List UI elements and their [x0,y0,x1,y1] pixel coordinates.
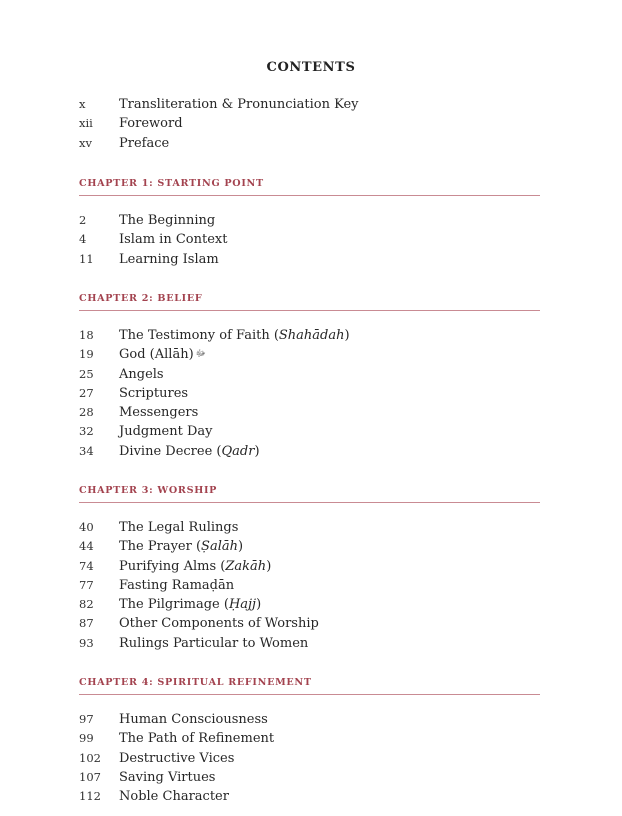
entry-title: Angels [119,366,164,382]
chapter-heading-text: CHAPTER 3: WORSHIP [79,485,218,496]
entry-title: The Testimony of Faith (Shahādah) [119,328,350,343]
chapter-divider [79,502,540,503]
entry-title: Preface [119,135,170,151]
chapter-entries [79,518,539,653]
toc-entry[interactable] [79,345,539,364]
page-number: 87 [79,616,94,631]
toc-entry[interactable] [79,557,539,576]
page-number: 11 [79,251,94,266]
chapter-heading [79,293,540,304]
chapter-heading-text: CHAPTER 4: SPIRITUAL REFINEMENT [79,677,312,688]
entry-title: Judgment Day [119,424,213,440]
entry-title: Noble Character [119,789,229,805]
toc-entry[interactable] [79,134,539,153]
toc-entry[interactable] [79,595,539,614]
chapter-entries [79,710,539,806]
toc-entry[interactable] [79,634,539,653]
toc-entry[interactable] [79,576,539,595]
transliterated-term: Zakāh [225,558,267,574]
chapter-divider [79,195,540,196]
toc-entry[interactable] [79,211,539,230]
chapter-entries [79,326,539,461]
entry-title: Messengers [119,405,199,421]
transliterated-term: Ṣalāh [201,539,238,555]
page-title: CONTENTS [266,60,356,75]
toc-entry[interactable] [79,384,539,403]
chapter-heading [79,485,540,496]
chapter-heading [79,677,540,688]
page-number: 102 [79,750,101,765]
page-number: 19 [79,347,94,362]
page-number: 40 [79,520,94,534]
toc-entry[interactable] [79,442,539,461]
page-number: x [79,97,86,111]
toc-entry[interactable] [79,95,539,114]
entry-title: Other Components of Worship [119,616,319,632]
entry-title: Divine Decree (Qadr) [119,443,260,459]
entry-title: Islam in Context [119,232,228,248]
entry-title: Foreword [119,116,183,132]
toc-entry[interactable] [79,114,539,133]
entry-title: Learning Islam [119,251,219,267]
page-number: 34 [79,443,94,458]
entry-title: The Beginning [119,213,216,228]
page-number: 82 [79,597,94,612]
page-number: 112 [79,789,101,804]
toc-entry[interactable] [79,729,539,748]
toc-entry[interactable] [79,768,539,787]
toc-entry[interactable] [79,403,539,422]
toc-entry[interactable] [79,250,539,269]
entry-title: The Pilgrimage (Ḥajj) [119,597,262,613]
transliterated-term: Shahādah [278,328,345,343]
page-number: 32 [79,424,94,439]
page-number: xii [79,116,93,131]
entry-title: The Legal Rulings [119,520,239,535]
entry-title: God (Allāh) ﷻ [119,345,206,364]
page-number: 28 [79,405,94,420]
page-number: 93 [79,635,94,650]
transliterated-term: Qadr [221,443,255,459]
toc-entry[interactable] [79,422,539,441]
page-number: 97 [79,712,94,726]
page-number: 77 [79,577,94,592]
toc-entry[interactable] [79,537,539,556]
toc-entry[interactable] [79,710,539,729]
chapter-entries [79,211,539,269]
page-number: 2 [79,213,87,227]
toc-entry[interactable] [79,749,539,768]
entry-title: The Path of Refinement [119,731,275,747]
toc-entry[interactable] [79,365,539,384]
entry-title: Rulings Particular to Women [119,635,309,651]
toc-entry[interactable] [79,518,539,537]
page-number: 99 [79,731,94,746]
page-number: 4 [79,232,87,247]
toc-entry[interactable] [79,230,539,249]
honorific-glyph-icon: ﷻ [195,349,206,360]
page-number: 74 [79,558,94,573]
toc-entry[interactable] [79,614,539,633]
entry-title: Scriptures [119,385,189,401]
entry-title: Saving Virtues [119,769,216,785]
page-number: 107 [79,769,101,784]
page-number: 27 [79,385,94,400]
chapter-heading-text: CHAPTER 1: STARTING POINT [79,178,264,189]
entry-title: Fasting Ramaḍān [119,577,235,593]
page-number: 25 [79,366,94,381]
entry-title: Transliteration & Pronunciation Key [119,97,359,112]
entry-title: Purifying Alms (Zakāh) [119,558,272,574]
chapter-divider [79,694,540,695]
transliterated-term: Ḥajj [228,597,257,613]
chapter-heading [79,178,540,189]
page-number: xv [79,135,92,150]
toc-entry[interactable] [79,787,539,806]
page-number: 44 [79,539,94,554]
entry-title: Human Consciousness [119,712,268,727]
front-matter-list [79,95,539,153]
page-number: 18 [79,328,94,342]
entry-title: The Prayer (Ṣalāh) [119,539,244,555]
chapter-heading-text: CHAPTER 2: BELIEF [79,293,203,304]
entry-title: Destructive Vices [119,750,235,766]
chapter-divider [79,310,540,311]
toc-entry[interactable] [79,326,539,345]
